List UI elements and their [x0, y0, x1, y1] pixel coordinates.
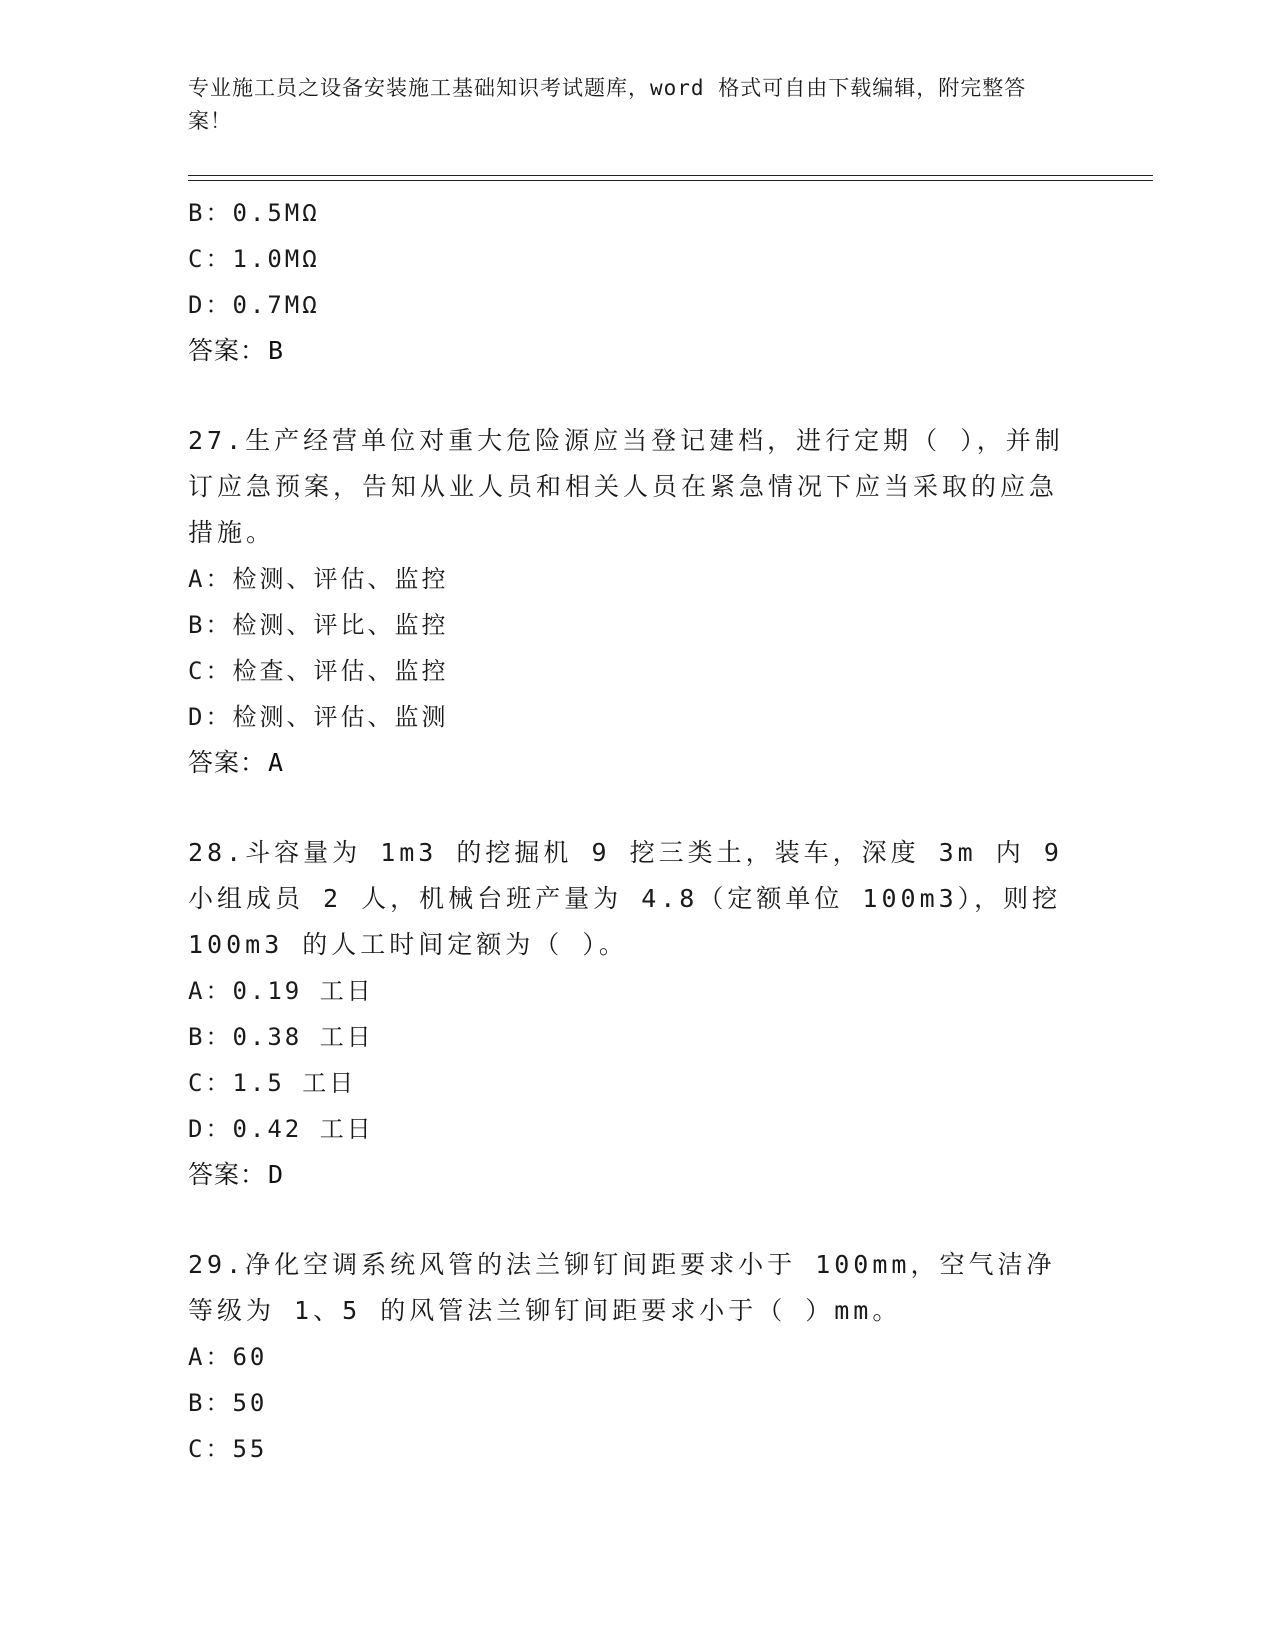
answer-line — [188, 1152, 1088, 1198]
answer-value: D — [268, 1160, 285, 1189]
option-b: B：0.38 工日 — [188, 1023, 374, 1051]
answer-label: 答案： — [188, 748, 267, 777]
answer-label: 答案： — [188, 1160, 267, 1189]
header-divider-top — [188, 175, 1153, 176]
option-b: B：50 — [188, 1389, 268, 1417]
option-a: A：0.19 工日 — [188, 977, 374, 1005]
answer-value: A — [268, 748, 285, 777]
option-c: C：1.5 工日 — [188, 1069, 357, 1097]
option-d: D：0.42 工日 — [188, 1115, 374, 1143]
answer-value: B — [268, 336, 285, 365]
question-27 — [188, 418, 1088, 786]
answer-line — [188, 328, 1088, 374]
answer-label: 答案： — [188, 336, 267, 365]
question-stem: 29.净化空调系统风管的法兰铆钉间距要求小于 100mm，空气洁净等级为 1、5 的风管法兰铆钉间距要求小于（ ）mm。 — [188, 1250, 1056, 1325]
question-stem: 28.斗容量为 1m3 的挖掘机 9 挖三类土，装车，深度 3m 内 9 小组成员 2 人，机械台班产量为 4.8（定额单位 100m3），则挖 100m3 的人工时间定额为（ ）。 — [188, 838, 1063, 959]
option-c: C：1.0MΩ — [188, 245, 320, 273]
question-26-continued — [188, 190, 1088, 374]
question-28 — [188, 830, 1088, 1198]
option-a: A：检测、评估、监控 — [188, 565, 449, 593]
question-list — [188, 190, 1088, 1472]
answer-line — [188, 740, 1088, 786]
option-a: A：60 — [188, 1343, 268, 1371]
header-divider-bottom — [188, 180, 1153, 181]
document-header: 专业施工员之设备安装施工基础知识考试题库，word 格式可自由下载编辑，附完整答案！ — [188, 76, 1027, 133]
question-29 — [188, 1242, 1088, 1472]
option-b: B：检测、评比、监控 — [188, 611, 449, 639]
option-d: D：检测、评估、监测 — [188, 703, 449, 731]
option-d: D：0.7MΩ — [188, 291, 320, 319]
option-c: C：55 — [188, 1435, 268, 1463]
option-c: C：检查、评估、监控 — [188, 657, 449, 685]
question-stem: 27.生产经营单位对重大危险源应当登记建档，进行定期（ ），并制订应急预案，告知从业人员和相关人员在紧急情况下应当采取的应急措施。 — [188, 426, 1064, 547]
option-b: B：0.5MΩ — [188, 199, 320, 227]
